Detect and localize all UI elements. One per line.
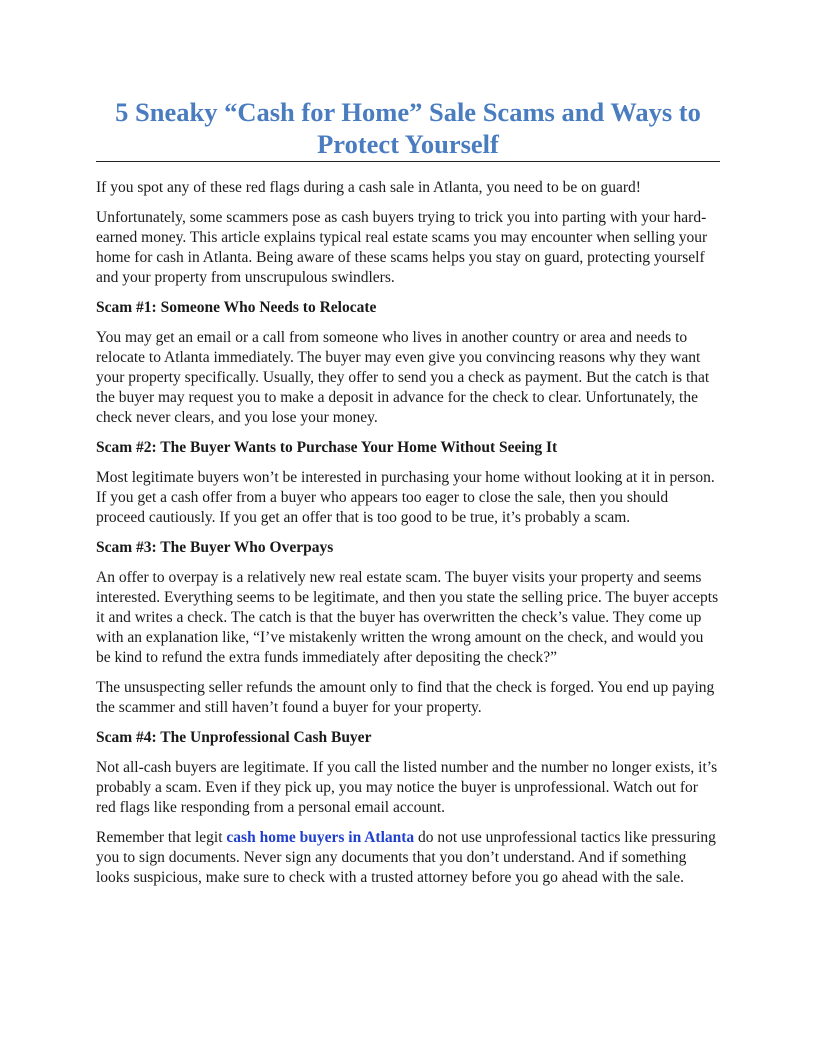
intro-paragraph: If you spot any of these red flags during a cash sale in Atlanta, you need to be on guard! <box>96 179 641 196</box>
title-line-1: 5 Sneaky “Cash for Home” Sale Scams and Ways to <box>115 97 701 127</box>
cash-home-buyers-link[interactable]: cash home buyers in Atlanta <box>226 829 415 846</box>
scam-1-text: You may get an email or a call from someone who lives in another country or area and needs to relocate to Atlanta immediately. The buyer may even give you convincing reasons why they want your property specifically. Usually, they offer to send you a check as payment. But the catch is that the buyer may request you to make a deposit in advance for the check to clear. Unfortunately, the check never clears, and you lose your money. <box>96 329 710 426</box>
scam-1-heading: Scam #1: Someone Who Needs to Relocate <box>96 299 377 316</box>
document-page <box>96 96 720 888</box>
scam-3-text: An offer to overpay is a relatively new real estate scam. The buyer visits your property and seems interested. Everything seems to be legitimate, and then you state the selling price. The buyer accepts it and writes a check. The catch is that the buyer has overwritten the check’s value. They come up with an explanation like, “I’ve mistakenly written the wrong amount on the check, and would you be kind to refund the extra funds immediately after depositing the check?” <box>96 569 719 666</box>
scam-2-text: Most legitimate buyers won’t be interested in purchasing your home without looking at it in person. If you get a cash offer from a buyer who appears too eager to close the sale, then you should proceed cautiously. If you get an offer that is too good to be true, it’s probably a scam. <box>96 469 715 526</box>
scam-2-heading: Scam #2: The Buyer Wants to Purchase Your Home Without Seeing It <box>96 439 558 456</box>
title-line-2: Protect Yourself <box>317 129 499 159</box>
closing-text-before-link: Remember that legit <box>96 829 227 846</box>
scam-3-followup: The unsuspecting seller refunds the amount only to find that the check is forged. You end up paying the scammer and still haven’t found a buyer for your property. <box>96 679 715 716</box>
closing-paragraph <box>96 828 720 888</box>
scam-4-text: Not all-cash buyers are legitimate. If you call the listed number and the number no longer exists, it’s probably a scam. Even if they pick up, you may notice the buyer is unprofessional. Watch out for red flags like responding from a personal email account. <box>96 759 718 816</box>
page-title <box>96 96 720 162</box>
paragraph-1: Unfortunately, some scammers pose as cash buyers trying to trick you into parting with your hard-earned money. This article explains typical real estate scams you may encounter when selling your home for cash in Atlanta. Being aware of these scams helps you stay on guard, protecting yourself and your property from unscrupulous swindlers. <box>96 209 708 286</box>
closing-text-after-link: do not use unprofessional tactics like pressuring you to sign documents. Never sign any documents that you don’t understand. And if something looks suspicious, make sure to check with a trusted attorney before you go ahead with the sale. <box>96 829 716 886</box>
scam-4-heading: Scam #4: The Unprofessional Cash Buyer <box>96 729 372 746</box>
scam-3-heading: Scam #3: The Buyer Who Overpays <box>96 539 334 556</box>
